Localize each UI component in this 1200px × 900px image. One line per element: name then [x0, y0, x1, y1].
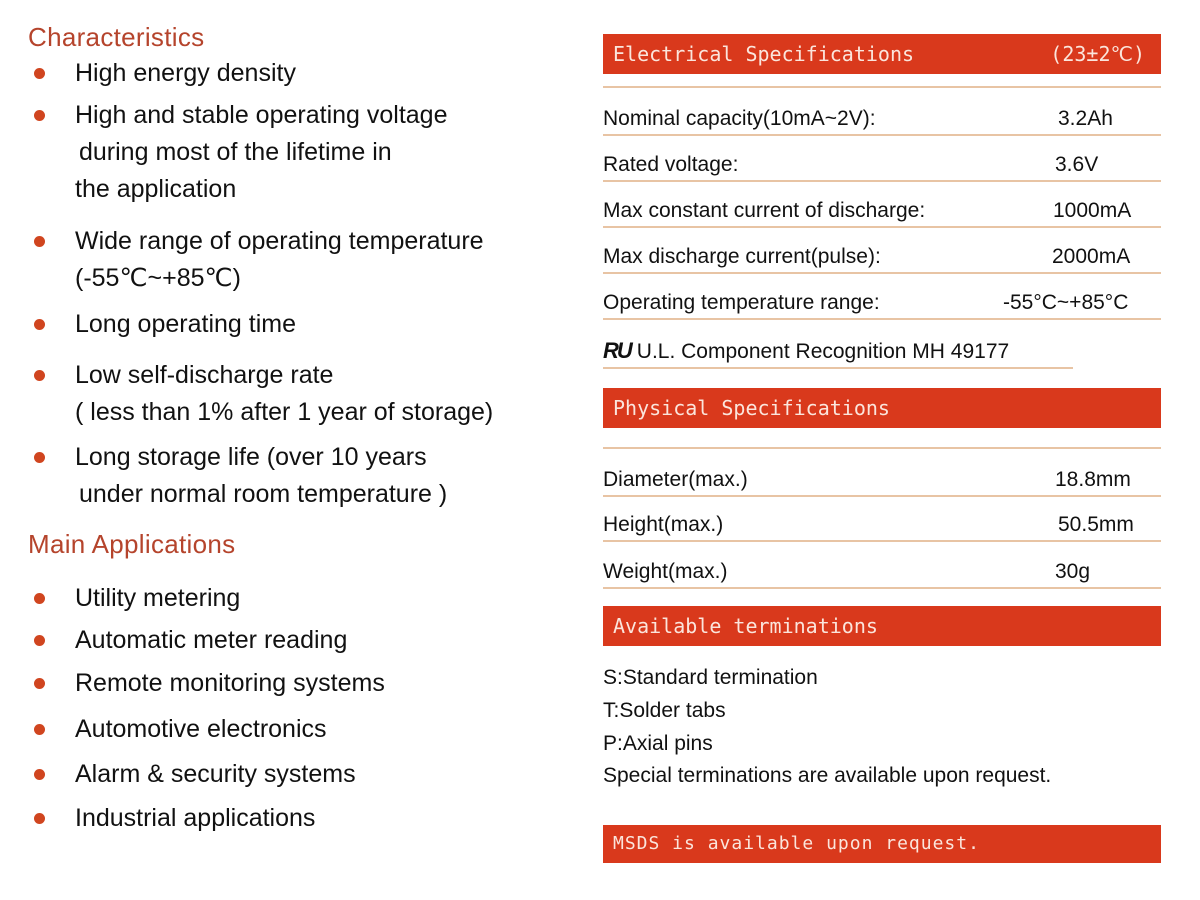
bullet-icon [34, 110, 45, 121]
ul-recognition-row [603, 327, 1073, 369]
application-label: Alarm & security systems [75, 760, 356, 788]
msds-text: MSDS is available upon request. [613, 833, 980, 854]
termination-line: P:Axial pins [603, 732, 713, 755]
spec-value: 1000mA [1053, 199, 1132, 222]
characteristics-heading: Characteristics [28, 22, 205, 52]
characteristic-line: High energy density [75, 59, 296, 87]
spec-row [603, 94, 1161, 136]
application-label: Automatic meter reading [75, 626, 348, 654]
spec-label: Diameter(max.) [603, 468, 748, 491]
msds-banner [603, 825, 1161, 863]
application-label: Automotive electronics [75, 715, 327, 743]
electrical-specs-title: Electrical Specifications [613, 42, 915, 66]
spec-value: 3.2Ah [1058, 107, 1113, 130]
electrical-specs-header [603, 34, 1161, 74]
characteristic-line: the application [75, 175, 237, 203]
spec-label: Operating temperature range: [603, 291, 880, 314]
terminations-title: Available terminations [613, 614, 878, 638]
bullet-icon [34, 769, 45, 780]
characteristic-line: Low self-discharge rate [75, 361, 334, 389]
spec-label: Weight(max.) [603, 560, 728, 583]
ul-file-number: 49177 [950, 340, 1010, 363]
spec-value: -55°C~+85°C [1003, 291, 1129, 314]
spec-label: Max discharge current(pulse): [603, 245, 881, 268]
bullet-icon [34, 319, 45, 330]
bullet-icon [34, 236, 45, 247]
physical-specs-header [603, 388, 1161, 428]
characteristic-line: Long operating time [75, 310, 296, 338]
spec-row [603, 547, 1161, 589]
characteristic-line: ( less than 1% after 1 year of storage) [75, 398, 494, 426]
test-condition: (23±2℃) [1050, 42, 1145, 66]
termination-line: S:Standard termination [603, 666, 818, 689]
spec-value: 18.8mm [1055, 468, 1131, 491]
bullet-icon [34, 68, 45, 79]
spec-row [603, 278, 1161, 320]
left-column [0, 0, 580, 900]
spec-row [603, 500, 1161, 542]
bullet-icon [34, 452, 45, 463]
bullet-icon [34, 678, 45, 689]
characteristic-line: Wide range of operating temperature [75, 227, 484, 255]
spec-row [603, 232, 1161, 274]
terminations-header [603, 606, 1161, 646]
application-label: Industrial applications [75, 804, 316, 832]
spec-value: 2000mA [1052, 245, 1131, 268]
application-label: Remote monitoring systems [75, 669, 385, 697]
characteristic-line: (-55℃~+85℃) [75, 264, 241, 292]
bullet-icon [34, 593, 45, 604]
spec-row [603, 455, 1161, 497]
spec-label: Height(max.) [603, 513, 724, 536]
spec-label: Max constant current of discharge: [603, 199, 926, 222]
spec-label: Rated voltage: [603, 153, 739, 176]
ul-recognition-text: U.L. Component Recognition MH [636, 340, 945, 363]
divider [603, 447, 1161, 449]
spec-row [603, 186, 1161, 228]
termination-line: Special terminations are available upon request. [603, 764, 1052, 787]
bullet-icon [34, 635, 45, 646]
characteristic-line: during most of the lifetime in [79, 138, 392, 166]
ul-recognition-icon: RU [603, 338, 631, 363]
bullet-icon [34, 370, 45, 381]
applications-heading: Main Applications [28, 529, 236, 559]
spec-row [603, 140, 1161, 182]
characteristic-line: Long storage life (over 10 years [75, 443, 427, 471]
application-label: Utility metering [75, 584, 241, 612]
characteristic-line: High and stable operating voltage [75, 101, 448, 129]
physical-specs-title: Physical Specifications [613, 396, 890, 420]
termination-line: T:Solder tabs [603, 699, 726, 722]
bullet-icon [34, 813, 45, 824]
characteristic-line: under normal room temperature ) [79, 480, 448, 508]
right-column [600, 0, 1170, 900]
spec-value: 50.5mm [1058, 513, 1134, 536]
bullet-icon [34, 724, 45, 735]
divider [603, 86, 1161, 88]
spec-value: 3.6V [1055, 153, 1099, 176]
spec-value: 30g [1055, 560, 1091, 583]
spec-label: Nominal capacity(10mA~2V): [603, 107, 876, 130]
